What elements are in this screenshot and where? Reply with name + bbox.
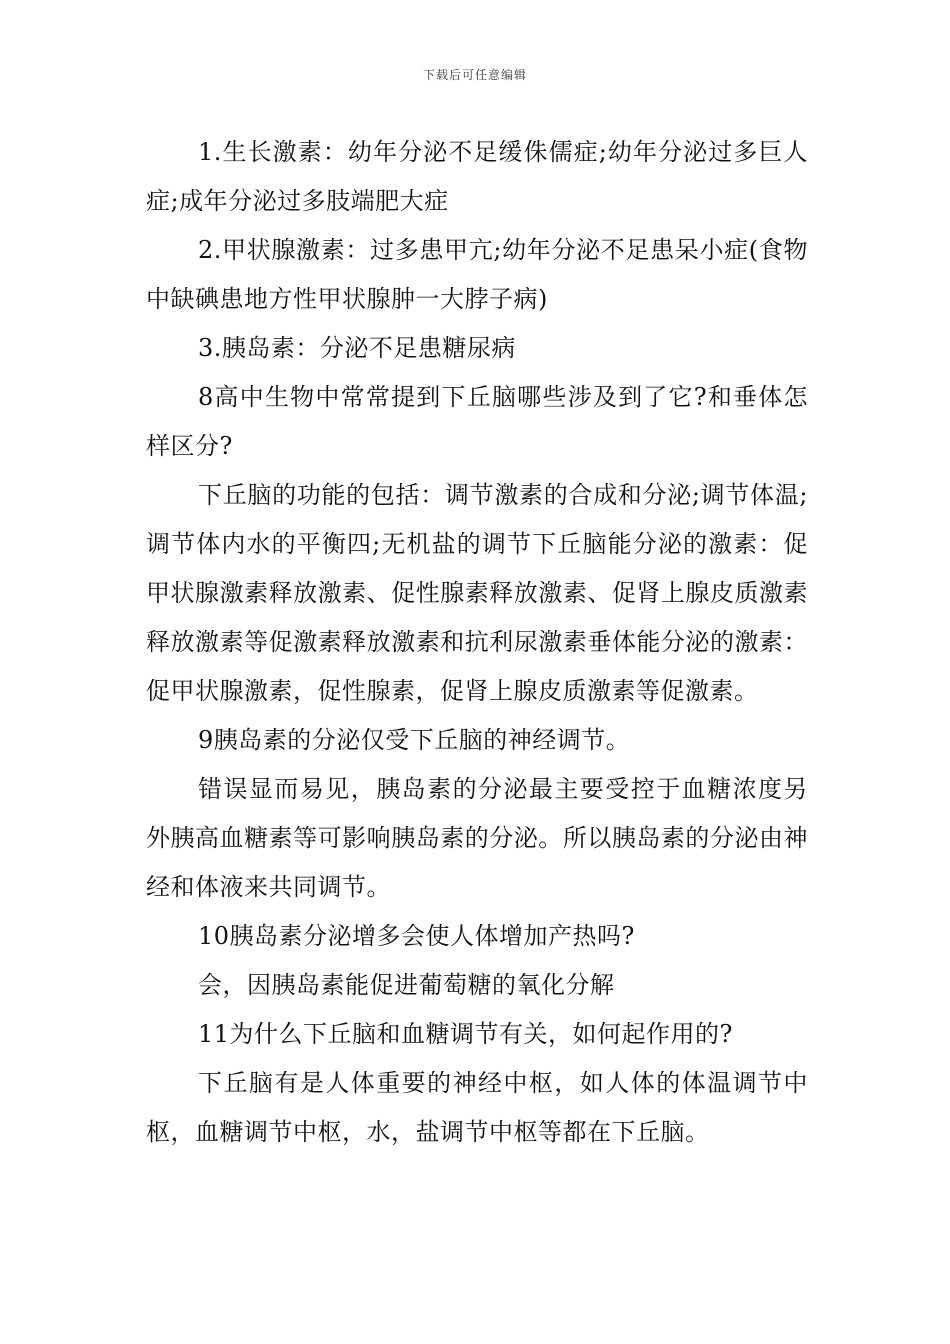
page-header: 下载后可任意编辑: [422, 68, 527, 82]
answer-9: 错误显而易见，胰岛素的分泌最主要受控于血糖浓度另外胰高血糖素等可影响胰岛素的分泌。所以胰岛素的分泌由神经和体液来共同调节。: [146, 775, 808, 901]
paragraph-growth-hormone: 1.生长激素：幼年分泌不足缓侏儒症;幼年分泌过多巨人症;成年分泌过多肢端肥大症: [146, 138, 808, 215]
question-9: 9胰岛素的分泌仅受下丘脑的神经调节。: [198, 726, 631, 754]
question-11: 11为什么下丘脑和血糖调节有关，如何起作用的?: [198, 1020, 733, 1048]
question-10: 10胰岛素分泌增多会使人体增加产热吗?: [198, 922, 635, 950]
document-body: [146, 128, 808, 1157]
paragraph-thyroid-hormone: 2.甲状腺激素：过多患甲亢;幼年分泌不足患呆小症(食物中缺碘患地方性甲状腺肿一大脖子病): [146, 236, 808, 313]
answer-10: 会，因胰岛素能促进葡萄糖的氧化分解: [198, 971, 615, 999]
answer-8: 下丘脑的功能的包括：调节激素的合成和分泌;调节体温;调节体内水的平衡四;无机盐的调节下丘脑能分泌的激素：促甲状腺激素释放激素、促性腺素释放激素、促肾上腺皮质激素释放激素等促激素释放激素和抗利尿激素垂体能分泌的激素：促甲状腺激素，促性腺素，促肾上腺皮质激素等促激素。: [146, 481, 808, 705]
answer-11: 下丘脑有是人体重要的神经中枢，如人体的体温调节中枢，血糖调节中枢，水，盐调节中枢等都在下丘脑。: [146, 1069, 808, 1146]
question-8: 8高中生物中常常提到下丘脑哪些涉及到了它?和垂体怎样区分?: [146, 383, 808, 460]
paragraph-insulin: 3.胰岛素：分泌不足患糖尿病: [198, 334, 516, 362]
